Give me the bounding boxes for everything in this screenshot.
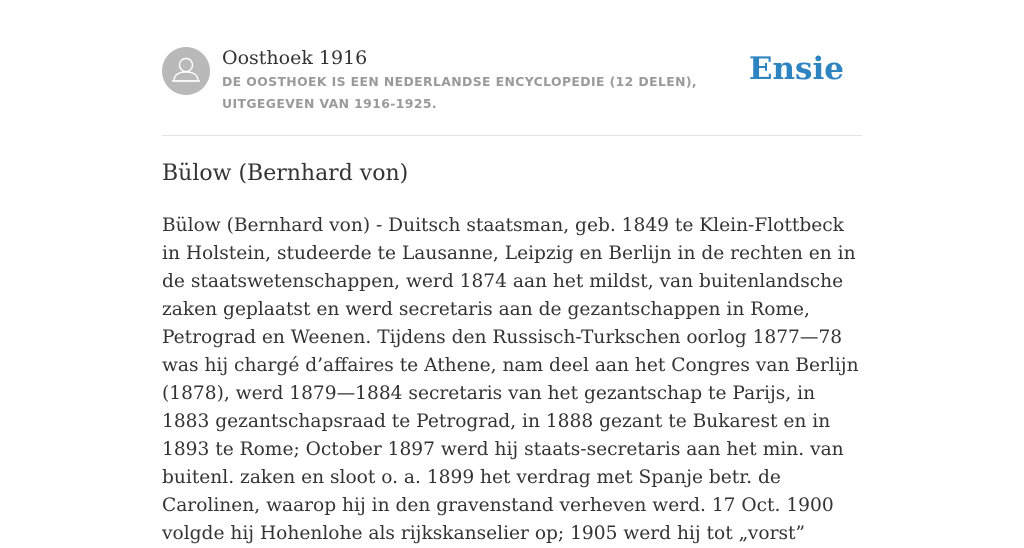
header-divider [162, 135, 862, 136]
source-title[interactable]: Oosthoek 1916 [222, 47, 368, 69]
source-description: DE OOSTHOEK IS EEN NEDERLANDSE ENCYCLOPEDIE (12 DELEN), UITGEGEVEN VAN 1916-1925. [222, 74, 698, 111]
ensie-logo-link[interactable]: Ensie [748, 51, 844, 87]
user-icon [162, 47, 210, 95]
source-header [162, 45, 862, 135]
entry-body: Bülow (Bernhard von) - Duitsch staatsman, geb. 1849 te Klein-Flottbeck in Holstein, studeerde te Lausanne, Leipzig en Berlijn in de rechten en in de staatswetenschappen, werd 1874 aan het mildst, van buitenlandsche zaken geplaatst en werd secretaris aan de gezantschappen in Rome, Petrograd en Weenen. Tijdens den Russisch-Turkschen oorlog 1877—78 was hij chargé d’affaires te Athene, nam deel aan het Congres van Berlijn (1878), werd 1879—1884 secretaris van het gezantschap te Parijs, in 1883 gezantschapsraad te Petrograd, in 1888 gezant te Bukarest en in 1893 te Rome; October 1897 werd hij staats-secretaris aan het min. van buitenl. zaken en sloot o. a. 1899 het verdrag met Spanje betr. de Carolinen, waarop hij in den gravenstand verheven werd. 17 Oct. 1900 volgde hij Hohenlohe als rijkskanselier op; 1905 werd hij tot „vorst” [162, 215, 859, 544]
avatar[interactable] [162, 47, 210, 95]
entry-title: Bülow (Bernhard von) [162, 161, 409, 186]
